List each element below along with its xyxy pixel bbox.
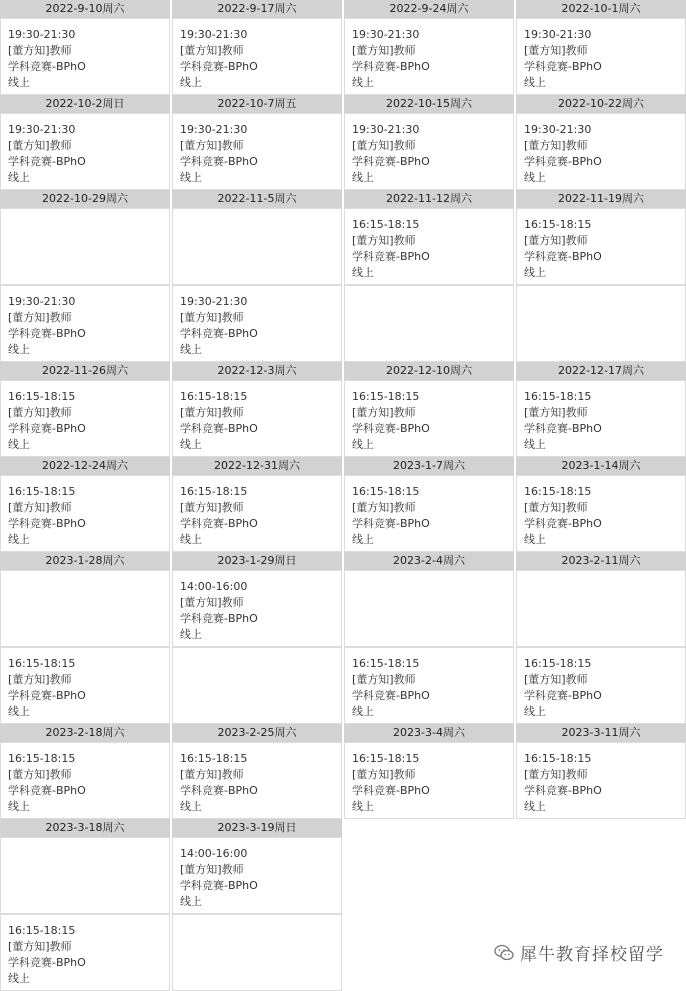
session-subject: 学科竞赛-BPhO <box>180 60 258 73</box>
session-teacher: [董方知]教师 <box>524 44 588 57</box>
session-mode: 线上 <box>180 628 202 641</box>
session-subject: 学科竞赛-BPhO <box>352 60 430 73</box>
session-teacher: [董方知]教师 <box>180 596 244 609</box>
session-subject: 学科竞赛-BPhO <box>180 327 258 340</box>
session-mode: 线上 <box>8 343 30 356</box>
session-time: 19:30-21:30 <box>352 123 420 136</box>
session-teacher: [董方知]教师 <box>8 406 72 419</box>
session-info <box>524 389 602 453</box>
date-header: 2023-2-25周六 <box>172 724 342 742</box>
schedule-cell <box>172 380 342 457</box>
schedule-cell <box>172 837 342 914</box>
session-subject: 学科竞赛-BPhO <box>180 155 258 168</box>
date-header: 2022-11-19周六 <box>516 190 686 208</box>
session-info <box>180 846 258 910</box>
session-time: 19:30-21:30 <box>8 28 76 41</box>
session-mode: 线上 <box>8 533 30 546</box>
schedule-cell <box>172 475 342 552</box>
date-header: 2022-12-31周六 <box>172 457 342 475</box>
session-mode: 线上 <box>180 76 202 89</box>
date-header: 2023-1-14周六 <box>516 457 686 475</box>
session-info <box>524 484 602 548</box>
session-teacher: [董方知]教师 <box>352 234 416 247</box>
session-info <box>180 27 258 91</box>
session-mode: 线上 <box>524 705 546 718</box>
session-mode: 线上 <box>352 171 374 184</box>
session-info <box>524 27 602 91</box>
date-header: 2023-1-28周六 <box>0 552 170 570</box>
session-subject: 学科竞赛-BPhO <box>8 956 86 969</box>
session-time: 14:00-16:00 <box>180 580 248 593</box>
session-info <box>524 217 602 281</box>
session-teacher: [董方知]教师 <box>180 863 244 876</box>
date-header: 2023-3-4周六 <box>344 724 514 742</box>
session-time: 14:00-16:00 <box>180 847 248 860</box>
session-teacher: [董方知]教师 <box>524 501 588 514</box>
date-header: 2022-10-15周六 <box>344 95 514 113</box>
session-mode: 线上 <box>524 266 546 279</box>
schedule-cell <box>0 742 170 819</box>
session-time: 16:15-18:15 <box>352 390 420 403</box>
schedule-cell <box>172 18 342 95</box>
session-subject: 学科竞赛-BPhO <box>352 422 430 435</box>
session-time: 16:15-18:15 <box>8 924 76 937</box>
session-mode: 线上 <box>8 705 30 718</box>
schedule-cell <box>0 208 170 285</box>
session-teacher: [董方知]教师 <box>180 406 244 419</box>
session-subject: 学科竞赛-BPhO <box>524 689 602 702</box>
session-info <box>352 27 430 91</box>
schedule-cell <box>344 380 514 457</box>
date-header: 2022-9-17周六 <box>172 0 342 18</box>
schedule-cell <box>516 285 686 362</box>
session-teacher: [董方知]教师 <box>352 768 416 781</box>
session-time: 16:15-18:15 <box>8 752 76 765</box>
session-subject: 学科竞赛-BPhO <box>524 422 602 435</box>
date-header: 2022-10-22周六 <box>516 95 686 113</box>
session-time: 16:15-18:15 <box>352 485 420 498</box>
session-time: 19:30-21:30 <box>180 28 248 41</box>
wechat-logo-icon <box>494 944 514 962</box>
session-time: 16:15-18:15 <box>524 657 592 670</box>
session-info <box>180 294 258 358</box>
session-time: 16:15-18:15 <box>524 390 592 403</box>
date-header: 2022-11-12周六 <box>344 190 514 208</box>
date-header: 2022-12-24周六 <box>0 457 170 475</box>
session-subject: 学科竞赛-BPhO <box>524 60 602 73</box>
session-info <box>180 389 258 453</box>
session-teacher: [董方知]教师 <box>352 673 416 686</box>
date-header: 2022-10-2周日 <box>0 95 170 113</box>
session-time: 16:15-18:15 <box>8 485 76 498</box>
session-time: 16:15-18:15 <box>524 485 592 498</box>
session-info <box>352 656 430 720</box>
date-header: 2023-3-18周六 <box>0 819 170 837</box>
date-header: 2022-9-24周六 <box>344 0 514 18</box>
session-teacher: [董方知]教师 <box>8 768 72 781</box>
session-mode: 线上 <box>524 76 546 89</box>
session-teacher: [董方知]教师 <box>8 673 72 686</box>
session-mode: 线上 <box>352 533 374 546</box>
date-header: 2023-3-11周六 <box>516 724 686 742</box>
schedule-cell <box>172 570 342 647</box>
session-info <box>8 389 86 453</box>
schedule-cell <box>0 113 170 190</box>
schedule-cell <box>0 647 170 724</box>
schedule-cell <box>0 380 170 457</box>
date-header: 2023-2-11周六 <box>516 552 686 570</box>
session-time: 19:30-21:30 <box>524 123 592 136</box>
schedule-cell <box>0 914 170 991</box>
session-teacher: [董方知]教师 <box>8 311 72 324</box>
session-info <box>180 122 258 186</box>
session-time: 16:15-18:15 <box>352 657 420 670</box>
session-teacher: [董方知]教师 <box>8 501 72 514</box>
session-info <box>180 579 258 643</box>
session-subject: 学科竞赛-BPhO <box>524 517 602 530</box>
schedule-cell <box>172 914 342 991</box>
session-time: 16:15-18:15 <box>8 390 76 403</box>
session-subject: 学科竞赛-BPhO <box>180 422 258 435</box>
session-subject: 学科竞赛-BPhO <box>8 155 86 168</box>
schedule-cell <box>516 208 686 285</box>
session-info <box>8 484 86 548</box>
schedule-cell <box>0 570 170 647</box>
date-header: 2022-11-26周六 <box>0 362 170 380</box>
date-header: 2022-12-17周六 <box>516 362 686 380</box>
schedule-cell <box>516 570 686 647</box>
session-mode: 线上 <box>352 76 374 89</box>
session-info <box>352 389 430 453</box>
session-info <box>180 751 258 815</box>
schedule-cell <box>344 475 514 552</box>
schedule-cell <box>0 837 170 914</box>
session-teacher: [董方知]教师 <box>180 768 244 781</box>
session-time: 19:30-21:30 <box>8 123 76 136</box>
schedule-cell <box>344 285 514 362</box>
session-subject: 学科竞赛-BPhO <box>8 517 86 530</box>
schedule-cell <box>344 647 514 724</box>
session-teacher: [董方知]教师 <box>180 139 244 152</box>
session-mode: 线上 <box>524 800 546 813</box>
session-mode: 线上 <box>524 171 546 184</box>
session-teacher: [董方知]教师 <box>524 406 588 419</box>
session-info <box>8 27 86 91</box>
session-teacher: [董方知]教师 <box>352 139 416 152</box>
date-header: 2023-1-7周六 <box>344 457 514 475</box>
session-teacher: [董方知]教师 <box>352 501 416 514</box>
schedule-cell <box>172 208 342 285</box>
schedule-cell <box>516 475 686 552</box>
session-subject: 学科竞赛-BPhO <box>8 784 86 797</box>
session-mode: 线上 <box>524 533 546 546</box>
date-header: 2022-9-10周六 <box>0 0 170 18</box>
session-mode: 线上 <box>180 800 202 813</box>
session-info <box>180 484 258 548</box>
session-info <box>524 751 602 815</box>
schedule-cell <box>0 18 170 95</box>
session-subject: 学科竞赛-BPhO <box>352 517 430 530</box>
session-mode: 线上 <box>180 343 202 356</box>
session-teacher: [董方知]教师 <box>352 44 416 57</box>
session-subject: 学科竞赛-BPhO <box>180 517 258 530</box>
schedule-cell <box>344 113 514 190</box>
session-time: 16:15-18:15 <box>8 657 76 670</box>
session-teacher: [董方知]教师 <box>180 44 244 57</box>
session-time: 19:30-21:30 <box>524 28 592 41</box>
session-mode: 线上 <box>8 171 30 184</box>
session-info <box>8 751 86 815</box>
session-info <box>8 294 86 358</box>
session-mode: 线上 <box>8 438 30 451</box>
date-header: 2022-10-1周六 <box>516 0 686 18</box>
session-mode: 线上 <box>352 266 374 279</box>
session-mode: 线上 <box>180 171 202 184</box>
session-subject: 学科竞赛-BPhO <box>8 422 86 435</box>
session-subject: 学科竞赛-BPhO <box>180 784 258 797</box>
session-subject: 学科竞赛-BPhO <box>524 250 602 263</box>
session-subject: 学科竞赛-BPhO <box>8 689 86 702</box>
session-mode: 线上 <box>352 705 374 718</box>
session-teacher: [董方知]教师 <box>524 673 588 686</box>
session-teacher: [董方知]教师 <box>524 768 588 781</box>
session-teacher: [董方知]教师 <box>180 311 244 324</box>
date-header: 2022-12-10周六 <box>344 362 514 380</box>
date-header: 2022-12-3周六 <box>172 362 342 380</box>
schedule-cell <box>344 570 514 647</box>
session-teacher: [董方知]教师 <box>8 940 72 953</box>
session-time: 16:15-18:15 <box>180 752 248 765</box>
schedule-cell <box>172 647 342 724</box>
schedule-cell <box>172 742 342 819</box>
session-info <box>8 923 86 987</box>
session-mode: 线上 <box>180 533 202 546</box>
schedule-cell <box>516 113 686 190</box>
session-info <box>352 484 430 548</box>
session-info <box>8 122 86 186</box>
session-info <box>352 751 430 815</box>
schedule-cell <box>344 18 514 95</box>
session-time: 16:15-18:15 <box>352 218 420 231</box>
session-info <box>8 656 86 720</box>
session-time: 16:15-18:15 <box>352 752 420 765</box>
session-subject: 学科竞赛-BPhO <box>8 60 86 73</box>
session-time: 19:30-21:30 <box>180 123 248 136</box>
schedule-cell <box>172 285 342 362</box>
session-subject: 学科竞赛-BPhO <box>524 784 602 797</box>
schedule-cell <box>516 380 686 457</box>
date-header: 2023-2-18周六 <box>0 724 170 742</box>
schedule-cell <box>0 475 170 552</box>
session-subject: 学科竞赛-BPhO <box>524 155 602 168</box>
session-mode: 线上 <box>524 438 546 451</box>
session-mode: 线上 <box>8 800 30 813</box>
date-header: 2022-10-7周五 <box>172 95 342 113</box>
schedule-cell <box>516 742 686 819</box>
session-mode: 线上 <box>180 438 202 451</box>
session-time: 16:15-18:15 <box>524 752 592 765</box>
session-subject: 学科竞赛-BPhO <box>352 784 430 797</box>
schedule-cell <box>344 742 514 819</box>
watermark-text: 犀牛教育择校留学 <box>520 945 664 965</box>
session-info <box>352 217 430 281</box>
schedule-cell <box>172 113 342 190</box>
schedule-cell <box>516 18 686 95</box>
session-time: 19:30-21:30 <box>8 295 76 308</box>
session-time: 19:30-21:30 <box>180 295 248 308</box>
schedule-cell <box>516 647 686 724</box>
session-teacher: [董方知]教师 <box>8 139 72 152</box>
session-teacher: [董方知]教师 <box>352 406 416 419</box>
session-subject: 学科竞赛-BPhO <box>352 155 430 168</box>
session-mode: 线上 <box>8 972 30 985</box>
session-teacher: [董方知]教师 <box>180 501 244 514</box>
session-subject: 学科竞赛-BPhO <box>180 879 258 892</box>
date-header: 2022-11-5周六 <box>172 190 342 208</box>
session-subject: 学科竞赛-BPhO <box>352 689 430 702</box>
session-subject: 学科竞赛-BPhO <box>352 250 430 263</box>
session-subject: 学科竞赛-BPhO <box>8 327 86 340</box>
session-teacher: [董方知]教师 <box>524 139 588 152</box>
session-teacher: [董方知]教师 <box>8 44 72 57</box>
session-mode: 线上 <box>8 76 30 89</box>
session-mode: 线上 <box>180 895 202 908</box>
date-header: 2022-10-29周六 <box>0 190 170 208</box>
session-teacher: [董方知]教师 <box>524 234 588 247</box>
session-info <box>352 122 430 186</box>
session-info <box>524 656 602 720</box>
session-mode: 线上 <box>352 438 374 451</box>
session-time: 19:30-21:30 <box>352 28 420 41</box>
session-time: 16:15-18:15 <box>180 390 248 403</box>
date-header: 2023-2-4周六 <box>344 552 514 570</box>
session-subject: 学科竞赛-BPhO <box>180 612 258 625</box>
watermark <box>494 940 664 965</box>
session-time: 16:15-18:15 <box>180 485 248 498</box>
session-time: 16:15-18:15 <box>524 218 592 231</box>
schedule-cell <box>0 285 170 362</box>
date-header: 2023-1-29周日 <box>172 552 342 570</box>
session-mode: 线上 <box>352 800 374 813</box>
date-header: 2023-3-19周日 <box>172 819 342 837</box>
session-info <box>524 122 602 186</box>
schedule-cell <box>344 208 514 285</box>
